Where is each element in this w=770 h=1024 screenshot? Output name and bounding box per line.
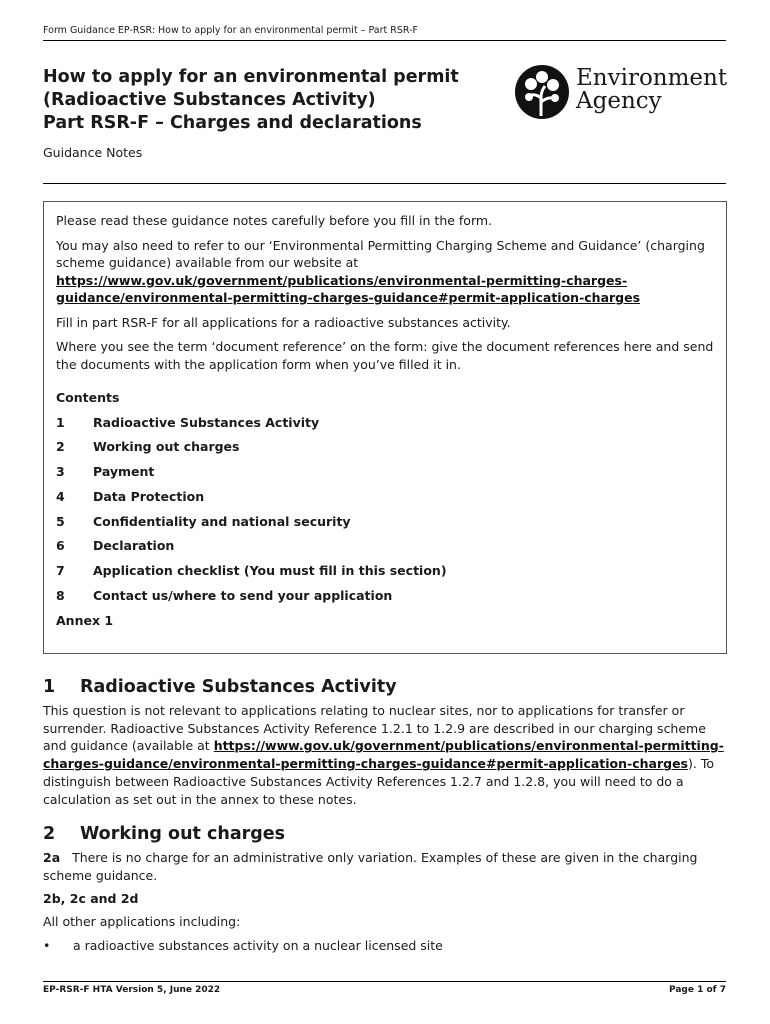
page-title-line-1: How to apply for an environmental permit xyxy=(43,67,459,87)
contents-item xyxy=(56,513,714,531)
footer-version: EP-RSR-F HTA Version 5, June 2022 xyxy=(43,985,221,995)
intro-box xyxy=(43,201,727,654)
intro-paragraph-2-text: You may also need to refer to our ‘Environmental Permitting Charging Scheme and Guidance’ (charging scheme guidance) available from our website at xyxy=(56,237,705,270)
contents-item xyxy=(56,463,714,481)
running-header: Form Guidance EP-RSR: How to apply for an environmental permit – Part RSR-F xyxy=(43,25,726,41)
section-1-body xyxy=(43,702,726,808)
contents-title: Contents xyxy=(56,390,120,405)
section-2a-text: There is no charge for an administrative only variation. Examples of these are given in the charging scheme guidance. xyxy=(43,850,698,883)
contents-item-number: 3 xyxy=(56,464,65,480)
section-1-text-a: This question is not relevant to applications relating to nuclear sites, nor to applications for transfer or surrender. Radioactive Substances Activity Reference 1.2.1 to 1.2.9 are described in our charging scheme and guidance (available at xyxy=(43,703,706,754)
contents-item-number: 5 xyxy=(56,513,65,529)
contents-annex: Annex 1 xyxy=(56,612,114,628)
contents-item-number: 4 xyxy=(56,488,65,504)
contents-item-label: Data Protection xyxy=(93,488,205,504)
contents-item-label: Radioactive Substances Activity xyxy=(93,414,320,430)
page-subtitle: Guidance Notes xyxy=(43,145,143,160)
section-1-heading xyxy=(43,676,726,698)
footer-page-number: Page 1 of 7 xyxy=(669,985,726,995)
contents-item-label: Working out charges xyxy=(93,439,240,455)
contents-item-number: 6 xyxy=(56,538,65,554)
logo-wordmark xyxy=(576,67,727,113)
contents-item xyxy=(56,587,714,605)
section-2-title: Working out charges xyxy=(80,824,286,844)
contents-item-label: Payment xyxy=(93,464,155,480)
title-divider xyxy=(43,183,726,184)
contents-item xyxy=(56,562,714,580)
section-2a-label: 2a xyxy=(43,850,61,865)
section-1-number: 1 xyxy=(43,677,56,697)
logo-line-2: Agency xyxy=(576,88,662,114)
title-block xyxy=(43,66,473,160)
section-2-heading xyxy=(43,823,726,845)
section-2-number: 2 xyxy=(43,824,56,844)
contents-list xyxy=(56,414,714,605)
contents-item xyxy=(56,488,714,506)
tree-logo-icon xyxy=(514,64,570,120)
contents-item xyxy=(56,537,714,555)
contents-item-label: Declaration xyxy=(93,538,175,554)
environment-agency-logo xyxy=(514,64,728,124)
intro-paragraph-1: Please read these guidance notes carefully before you fill in the form. xyxy=(56,213,493,228)
bullet-icon: • xyxy=(43,937,51,953)
section-1-title: Radioactive Substances Activity xyxy=(80,677,397,697)
page-title-line-3: Part RSR-F – Charges and declarations xyxy=(43,113,422,133)
section-1-link[interactable]: https://www.gov.uk/government/publications/environmental-permitting-charges-guidance/environmental-permitting-charges-guidance#permit-application-charges xyxy=(43,738,724,772)
intro-paragraph-3: Fill in part RSR-F for all applications for a radioactive substances activity. xyxy=(56,314,511,330)
section-2a-paragraph xyxy=(43,849,726,884)
page-footer xyxy=(43,981,726,995)
contents-item-number: 1 xyxy=(56,414,65,430)
contents-item-number: 8 xyxy=(56,588,65,604)
contents-item-number: 7 xyxy=(56,563,65,579)
bullet-text: a radioactive substances activity on a nuclear licensed site xyxy=(73,937,443,953)
contents-item-number: 2 xyxy=(56,439,65,455)
intro-paragraph-4: Where you see the term ‘document reference’ on the form: give the document references here and send the documents with the application form when you’ve filled it in. xyxy=(56,339,714,372)
page-title-line-2: (Radioactive Substances Activity) xyxy=(43,90,376,110)
list-item xyxy=(43,937,726,955)
intro-paragraph-2 xyxy=(56,237,714,307)
logo-line-1: Environment xyxy=(576,65,728,91)
section-1 xyxy=(43,676,726,814)
contents-item xyxy=(56,438,714,456)
contents-item-label: Confidentiality and national security xyxy=(93,513,351,529)
charging-scheme-link[interactable]: https://www.gov.uk/government/publications/environmental-permitting-charges-guidance/environmental-permitting-charges-guidance#permit-application-charges xyxy=(56,272,641,305)
contents-item-label: Contact us/where to send your application xyxy=(93,588,393,604)
section-2-all-other: All other applications including: xyxy=(43,914,241,930)
section-2bcd-heading: 2b, 2c and 2d xyxy=(43,891,139,907)
contents-item-label: Application checklist (You must fill in this section) xyxy=(93,563,447,579)
contents-item xyxy=(56,414,714,432)
section-1-text-b: ). To distinguish between Radioactive Substances Activity References 1.2.7 and 1.2.8, you will need to do a calculation as set out in the annex to these notes. xyxy=(43,756,714,807)
section-2 xyxy=(43,823,726,955)
